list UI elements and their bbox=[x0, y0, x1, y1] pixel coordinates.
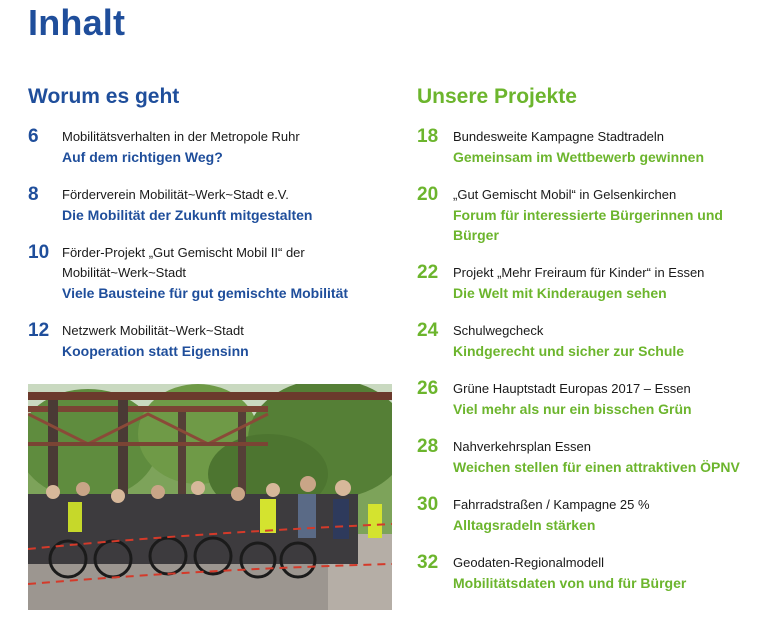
toc-page-number: 6 bbox=[28, 126, 39, 147]
toc-page-number: 10 bbox=[28, 242, 50, 263]
toc-page-number: 20 bbox=[417, 184, 439, 205]
toc-entry-text bbox=[453, 127, 767, 167]
toc-entry[interactable] bbox=[417, 127, 767, 167]
toc-entry-context: Schulwegcheck bbox=[453, 323, 544, 338]
toc-entry-text bbox=[62, 185, 408, 225]
toc-entry-title[interactable]: Die Welt mit Kinderaugen sehen bbox=[453, 285, 667, 301]
toc-entry-text bbox=[453, 495, 767, 535]
toc-entry-context: Förder-Projekt „Gut Gemischt Mobil II“ der Mobilität~Werk~Stadt bbox=[62, 245, 305, 280]
toc-entry-title[interactable]: Weichen stellen für einen attraktiven ÖPNV bbox=[453, 459, 740, 475]
toc-entry-text bbox=[453, 321, 767, 361]
toc-entry[interactable] bbox=[417, 495, 767, 535]
toc-entry-text bbox=[453, 379, 767, 419]
toc-entry[interactable] bbox=[417, 321, 767, 361]
toc-entry[interactable] bbox=[28, 185, 408, 225]
toc-entry-context: Nahverkehrsplan Essen bbox=[453, 439, 592, 454]
toc-entry-context: Grüne Hauptstadt Europas 2017 – Essen bbox=[453, 381, 691, 396]
toc-entry[interactable] bbox=[417, 437, 767, 477]
toc-entry-title[interactable]: Viel mehr als nur ein bisschen Grün bbox=[453, 401, 692, 417]
toc-entry-context: Förderverein Mobilität~Werk~Stadt e.V. bbox=[62, 187, 289, 202]
toc-entry-title[interactable]: Kooperation statt Eigensinn bbox=[62, 343, 249, 359]
toc-entry-title[interactable]: Mobilitätsdaten von und für Bürger bbox=[453, 575, 687, 591]
toc-entry-title[interactable]: Kindgerecht und sicher zur Schule bbox=[453, 343, 685, 359]
toc-entry-text bbox=[453, 263, 767, 303]
toc-entry-context: Mobilitätsverhalten in der Metropole Ruhr bbox=[62, 129, 300, 144]
toc-page-number: 32 bbox=[417, 552, 439, 573]
toc-entry-title[interactable]: Alltagsradeln stärken bbox=[453, 517, 596, 533]
toc-page-number: 18 bbox=[417, 126, 439, 147]
toc-entry-context: Fahrradstraßen / Kampagne 25 % bbox=[453, 497, 650, 512]
toc-section-worum-es-geht bbox=[28, 84, 408, 379]
toc-entry-context: „Gut Gemischt Mobil“ in Gelsenkirchen bbox=[453, 187, 677, 202]
toc-list-left bbox=[28, 127, 408, 361]
toc-entry-title[interactable]: Auf dem richtigen Weg? bbox=[62, 149, 223, 165]
toc-entry-title[interactable]: Viele Bausteine für gut gemischte Mobilität bbox=[62, 285, 349, 301]
toc-page-number: 30 bbox=[417, 494, 439, 515]
toc-entry-text bbox=[453, 553, 767, 593]
toc-entry[interactable] bbox=[417, 553, 767, 593]
toc-entry-context: Bundesweite Kampagne Stadtradeln bbox=[453, 129, 665, 144]
toc-entry[interactable] bbox=[417, 379, 767, 419]
toc-entry-title[interactable]: Die Mobilität der Zukunft mitgestalten bbox=[62, 207, 313, 223]
toc-entry-title[interactable]: Gemeinsam im Wettbewerb gewinnen bbox=[453, 149, 705, 165]
toc-entry-text bbox=[453, 185, 767, 245]
toc-entry[interactable] bbox=[417, 263, 767, 303]
toc-page-number: 28 bbox=[417, 436, 439, 457]
toc-entry-context: Projekt „Mehr Freiraum für Kinder“ in Essen bbox=[453, 265, 705, 280]
toc-entry-text bbox=[62, 321, 408, 361]
toc-entry-context: Geodaten-Regionalmodell bbox=[453, 555, 605, 570]
toc-list-right bbox=[417, 127, 767, 593]
toc-entry-title[interactable]: Forum für interessierte Bürgerinnen und Bürger bbox=[453, 207, 723, 243]
section-heading-unsere-projekte: Unsere Projekte bbox=[417, 85, 577, 108]
toc-page-number: 12 bbox=[28, 320, 50, 341]
toc-entry-text bbox=[453, 437, 767, 477]
toc-entry[interactable] bbox=[28, 243, 408, 303]
toc-section-unsere-projekte bbox=[417, 84, 767, 611]
toc-entry[interactable] bbox=[28, 127, 408, 167]
toc-page-number: 8 bbox=[28, 184, 39, 205]
section-heading-worum-es-geht: Worum es geht bbox=[28, 85, 180, 108]
toc-entry-context: Netzwerk Mobilität~Werk~Stadt bbox=[62, 323, 244, 338]
toc-page-number: 22 bbox=[417, 262, 439, 283]
page-title: Inhalt bbox=[28, 2, 126, 43]
toc-entry[interactable] bbox=[417, 185, 767, 245]
cyclists-group-photo bbox=[28, 384, 392, 610]
toc-entry[interactable] bbox=[28, 321, 408, 361]
toc-entry-text bbox=[62, 243, 408, 303]
toc-entry-text bbox=[62, 127, 408, 167]
toc-page-number: 26 bbox=[417, 378, 439, 399]
toc-page-number: 24 bbox=[417, 320, 439, 341]
